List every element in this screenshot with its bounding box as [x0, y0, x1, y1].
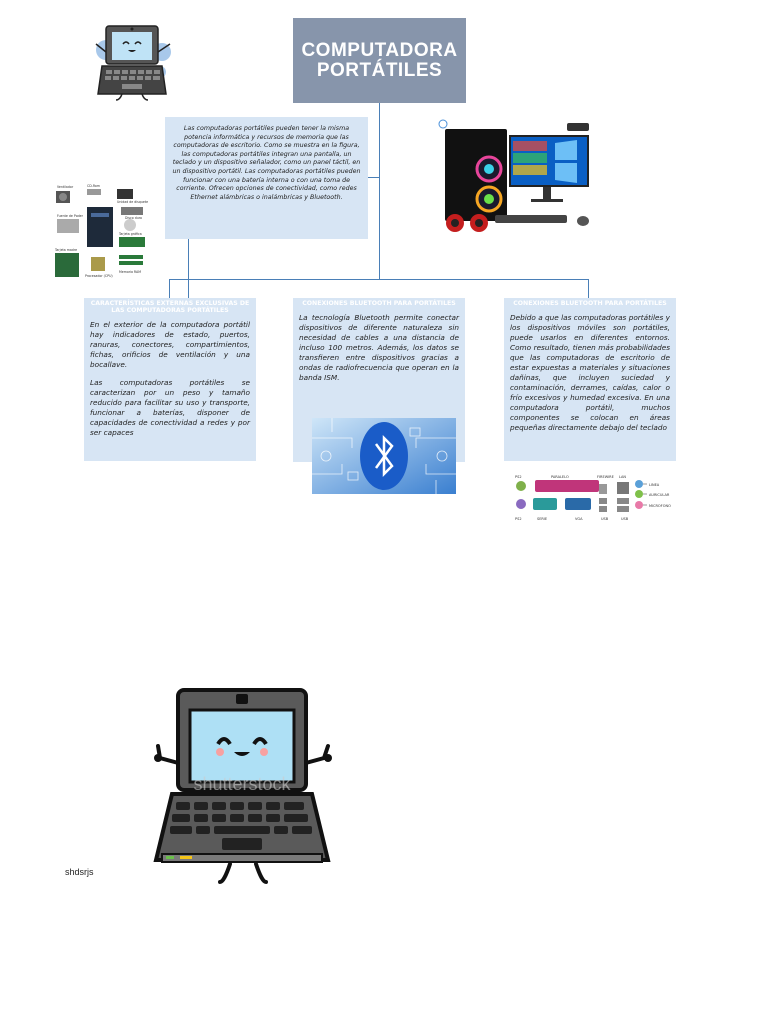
port-label: LINEA [649, 483, 660, 487]
component-label: Memoria RAM [119, 270, 141, 274]
column-bluetooth-2 [504, 298, 676, 461]
column-heading: CONEXIONES BLUETOOTH PARA PORTÁTILES [513, 300, 667, 307]
page-title: COMPUTADORA PORTÁTILES [301, 39, 458, 81]
component-label: Tarjeta gráfica [119, 232, 142, 236]
connector-intro [368, 177, 379, 178]
port-label: USB [601, 517, 609, 521]
port-label: PARALELO [551, 475, 569, 479]
connector-intro-down [188, 239, 189, 298]
component-label: Unidad de disquete [117, 200, 149, 204]
port-label: AURICULAR [649, 493, 670, 497]
title-box [293, 18, 466, 103]
port-label: SERIE [537, 517, 548, 521]
laptop-mascot-large-icon [152, 688, 332, 886]
intro-box [165, 117, 368, 239]
port-label: PS2 [515, 517, 522, 521]
footer-text: shdsrjs [65, 867, 94, 877]
column-paragraph: Las computadoras portátiles se caracterizan por un peso y tamaño reducido para facilitar su uso y transporte, funcionar a baterías, disponer de capacidades de conectividad a redes y por ser capaces [90, 378, 250, 437]
watermark-text: shutterstock [193, 774, 291, 794]
port-label: MICROFONO [649, 504, 671, 508]
component-label: Disco duro [125, 216, 142, 220]
port-label: VGA [575, 517, 583, 521]
column-heading: CONEXIONES BLUETOOTH PARA PORTÁTILES [302, 300, 456, 307]
port-label: LAN [619, 475, 627, 479]
column-paragraph: En el exterior de la computadora portátil hay indicadores de estado, puertos, ranuras, conectores, compartimientos, fichas, orificios de ventilación y una bocallave. [90, 320, 250, 369]
column-paragraph: Debido a que las computadoras portátiles y los dispositivos móviles son portátiles, puede usarlos en diferentes entornos. Como resultado, tienen más probabilidades que las computadoras de escritorio de estar expuestas a materiales y situaciones dañinas, que incluyen suciedad y contaminación, derrames, caídas, calor o frío excesivos y humedad excesiva. En una computadora portátil, muchos componentes se colocan en áreas pequeñas directamente debajo del teclado [510, 313, 670, 432]
column-external-features [84, 298, 256, 461]
ports-diagram-image [505, 470, 675, 522]
component-label: Fuente de Poder [57, 214, 83, 218]
connector-horizontal [169, 279, 589, 280]
connector-title-down [379, 103, 380, 280]
port-label: FIREWIRE [597, 475, 614, 479]
component-label: Procesador (CPU) [85, 274, 113, 278]
port-label: PS2 [515, 475, 522, 479]
connector-col3 [588, 279, 589, 298]
pc-components-image [53, 183, 149, 283]
column-paragraph: La tecnología Bluetooth permite conectar dispositivos de diferente naturaleza sin necesidad de cables a una distancia de incluso 100 metros. Además, los datos se transfieren entre dispositivos gracias a ondas de radiofrecuencia que operan en la banda ISM. [299, 313, 459, 382]
intro-text: Las computadoras portátiles pueden tener la misma potencia informática y recursos de memoria que las computadoras de escritorio. Como se muestra en la figura, las computadoras portátiles integran una pantalla, un teclado y un dispositivo señalador, como un panel táctil, en un dispositivo portátil. Las computadoras portátiles pueden funcionar con una batería interna o con una toma de corriente. Ofrecen opciones de conectividad, como redes Ethernet alámbricas o inalámbricas y Bluetooth. [172, 125, 361, 201]
desktop-pc-image [437, 117, 593, 235]
laptop-mascot-small-icon [92, 22, 174, 104]
port-label: USB [621, 517, 629, 521]
component-label: Ventilador [57, 185, 74, 189]
bluetooth-image [312, 418, 456, 494]
connector-col1 [169, 279, 170, 298]
component-label: Tarjeta madre [55, 248, 78, 252]
component-label: CD-Rom [87, 184, 100, 188]
column-heading: CARACTERÍSTICAS EXTERNAS EXCLUSIVAS DE LAS COMPUTADORAS PORTÁTILES [90, 300, 250, 314]
